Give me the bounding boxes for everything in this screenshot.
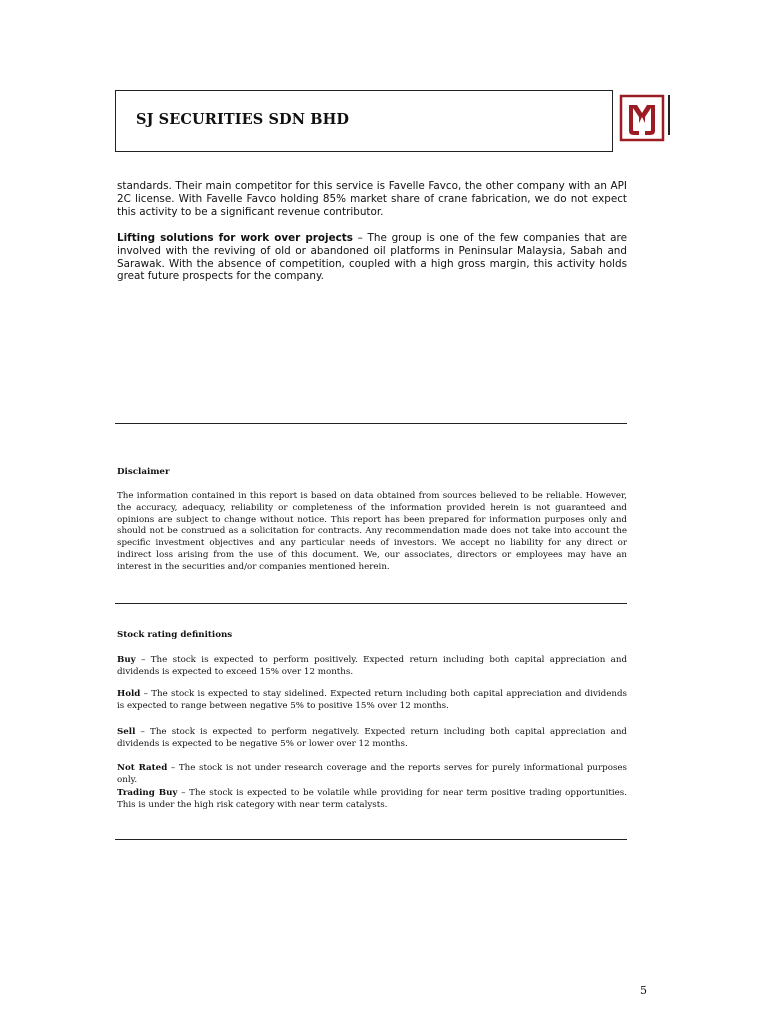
rating-hold xyxy=(117,689,627,713)
rating-term: Sell xyxy=(117,727,136,737)
rating-sell xyxy=(117,727,627,751)
divider-2 xyxy=(115,603,627,604)
disclaimer-heading: Disclaimer xyxy=(117,467,170,477)
disclaimer-text: The information contained in this report is based on data obtained from sources believed to be reliable. However, the accuracy, adequacy, reliability or completeness of the information provided herein is not guaranteed and opinions are subject to change without notice. This report has been prepared for information purposes only and should not be construed as a solicitation for contracts. Any recommendation made does not take into account the specific investment objectives and any particular needs of investors. We accept no liability for any direct or indirect loss arising from the use of this document. We, our associates, directors or employees may have an interest in the securities and/or companies mentioned herein. xyxy=(117,491,627,572)
company-name: SJ SECURITIES SDN BHD xyxy=(136,111,350,128)
logo-divider xyxy=(668,95,670,135)
rating-definition: – The stock is expected to stay sidelined. Expected return including both capital appreciation and dividends is expected to range between negative 5% to positive 15% over 12 months. xyxy=(117,689,627,711)
rating-buy xyxy=(117,655,627,679)
rating-term: Hold xyxy=(117,689,141,699)
rating-definition: – The stock is not under research coverage and the reports serves for purely informational purposes only. xyxy=(117,763,628,785)
rating-definition: – The stock is expected to be volatile while providing for near term positive trading opportunities. This is under the high risk category with near term catalysts. xyxy=(117,788,627,810)
rating-definition: – The stock is expected to perform positively. Expected return including both capital appreciation and dividends is expected to exceed 15% over 12 months. xyxy=(117,655,627,677)
report-header xyxy=(115,90,613,152)
rating-definition: – The stock is expected to perform negatively. Expected return including both capital appreciation and dividends is expected to be negative 5% or lower over 12 months. xyxy=(117,727,627,749)
paragraph-2-lead: Lifting solutions for work over projects xyxy=(117,232,353,244)
page-number: 5 xyxy=(640,984,647,997)
paragraph-2-text: – The group is one of the few companies that are involved with the reviving of old or abandoned oil platforms in Peninsular Malaysia, Sabah and Sarawak. With the absence of competition, coupled with a high gross margin, this activity holds great future prospects for the company. xyxy=(117,232,627,283)
sj-securities-logo-icon xyxy=(617,93,671,143)
divider-1 xyxy=(115,423,627,424)
ratings-heading: Stock rating definitions xyxy=(117,630,233,640)
rating-term: Buy xyxy=(117,655,136,665)
rating-term: Trading Buy xyxy=(117,788,178,798)
body-paragraph-2 xyxy=(117,232,627,283)
rating-not-rated xyxy=(117,763,627,787)
rating-term: Not Rated xyxy=(117,763,168,773)
divider-3 xyxy=(115,839,627,840)
logo-graphic xyxy=(617,93,667,143)
rating-trading-buy xyxy=(117,788,627,812)
body-paragraph-1: standards. Their main competitor for this service is Favelle Favco, the other company with an API 2C license. With Favelle Favco holding 85% market share of crane fabrication, we do not expect this activity to be a significant revenue contributor. xyxy=(117,180,627,218)
